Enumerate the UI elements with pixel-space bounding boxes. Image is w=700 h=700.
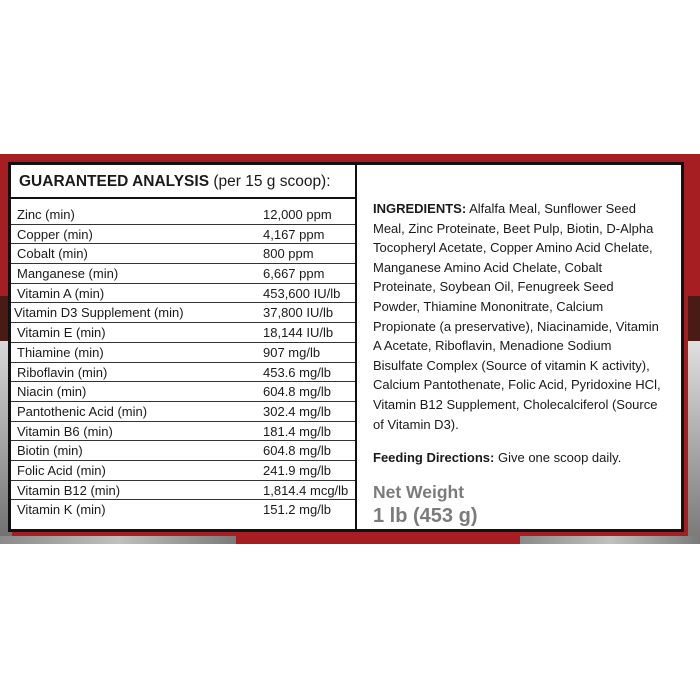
table-row (11, 225, 355, 245)
title-bold: GUARANTEED ANALYSIS (19, 173, 210, 190)
table-row (11, 363, 355, 383)
background-photo-strip (520, 536, 700, 544)
nutrient-value: 12,000 ppm (263, 207, 332, 222)
nutrient-value: 37,800 IU/lb (263, 305, 334, 321)
nutrient-value: 453,600 IU/lb (263, 285, 341, 301)
nutrient-value: 1,814.4 mcg/lb (263, 482, 349, 498)
nutrient-value: 453.6 mg/lb (263, 364, 331, 380)
ingredients-text: Alfalfa Meal, Sunflower Seed Meal, Zinc Proteinate, Beet Pulp, Biotin, D-Alpha Tocopheryl Acetate, Copper Amino Acid Chelate, Manganese Amino Acid Chelate, Cobalt Proteinate, Soybean Oil, Fenugreek Seed Powder, Thiamine Mononitrate, Calcium Propionate (a preservative), Niacinamide, Vitamin A Acetate, Riboflavin, Menadione Sodium Bisulfate Complex (Source of vitamin K activity), Calcium Pantothenate, Folic Acid, Pyridoxine HCl, Vitamin B12 Supplement, Cholecalciferol (Source of Vitamin D3). (373, 201, 661, 432)
table-row (11, 323, 355, 343)
background-photo-strip (688, 341, 700, 544)
nutrient-name: Niacin (min) (17, 384, 87, 400)
background-photo-strip (688, 296, 700, 341)
nutrient-name: Vitamin B12 (min) (17, 482, 121, 498)
nutrient-name: Vitamin B6 (min) (17, 423, 113, 439)
label-panel (8, 162, 684, 532)
nutrient-name: Zinc (min) (17, 207, 75, 222)
nutrient-value: 18,144 IU/lb (263, 325, 334, 341)
nutrient-value: 181.4 mg/lb (263, 423, 331, 439)
table-row (11, 500, 355, 520)
table-row (11, 382, 355, 402)
nutrient-value: 151.2 mg/lb (263, 502, 331, 518)
nutrient-value: 241.9 mg/lb (263, 462, 331, 478)
nutrient-value: 907 mg/lb (263, 344, 321, 360)
net-weight-label: Net Weight (373, 481, 465, 502)
table-row (11, 205, 355, 225)
table-row (11, 303, 355, 323)
table-row (11, 244, 355, 264)
nutrient-name: Folic Acid (min) (17, 462, 106, 478)
nutrient-name: Vitamin A (min) (17, 285, 105, 301)
nutrient-name: Vitamin E (min) (17, 325, 106, 341)
table-row (11, 422, 355, 442)
nutrient-name: Cobalt (min) (17, 246, 88, 262)
title-rest: (per 15 g scoop): (209, 173, 331, 190)
table-row (11, 402, 355, 422)
table-row (11, 481, 355, 501)
nutrient-name: Vitamin D3 Supplement (min) (14, 305, 184, 321)
table-row (11, 461, 355, 481)
nutrient-name: Thiamine (min) (17, 344, 104, 360)
guaranteed-analysis-table (11, 165, 357, 529)
nutrient-name: Copper (min) (17, 226, 93, 242)
feeding-directions (373, 448, 663, 468)
analysis-rows (11, 199, 355, 520)
nutrient-name: Manganese (min) (17, 266, 119, 282)
nutrient-name: Riboflavin (min) (17, 364, 108, 380)
table-row (11, 284, 355, 304)
net-weight-value: 1 lb (453 g) (373, 504, 478, 527)
table-row (11, 343, 355, 363)
guaranteed-analysis-title (11, 165, 355, 199)
nutrient-name: Vitamin K (min) (17, 502, 106, 518)
nutrient-value: 604.8 mg/lb (263, 384, 331, 400)
table-row (11, 441, 355, 461)
table-row (11, 264, 355, 284)
feeding-text: Give one scoop daily. (494, 450, 622, 466)
nutrient-value: 604.8 mg/lb (263, 443, 331, 459)
nutrient-value: 302.4 mg/lb (263, 403, 331, 419)
ingredients-label: INGREDIENTS: (373, 201, 467, 216)
nutrient-name: Pantothenic Acid (min) (17, 403, 148, 419)
feeding-label: Feeding Directions: (373, 450, 495, 466)
nutrient-value: 800 ppm (263, 246, 314, 262)
background-photo-strip (0, 536, 236, 544)
ingredients-section (357, 165, 681, 529)
nutrient-name: Biotin (min) (17, 443, 83, 459)
ingredients-paragraph (373, 199, 663, 434)
nutrient-value: 6,667 ppm (263, 266, 325, 282)
nutrient-value: 4,167 ppm (263, 226, 325, 242)
